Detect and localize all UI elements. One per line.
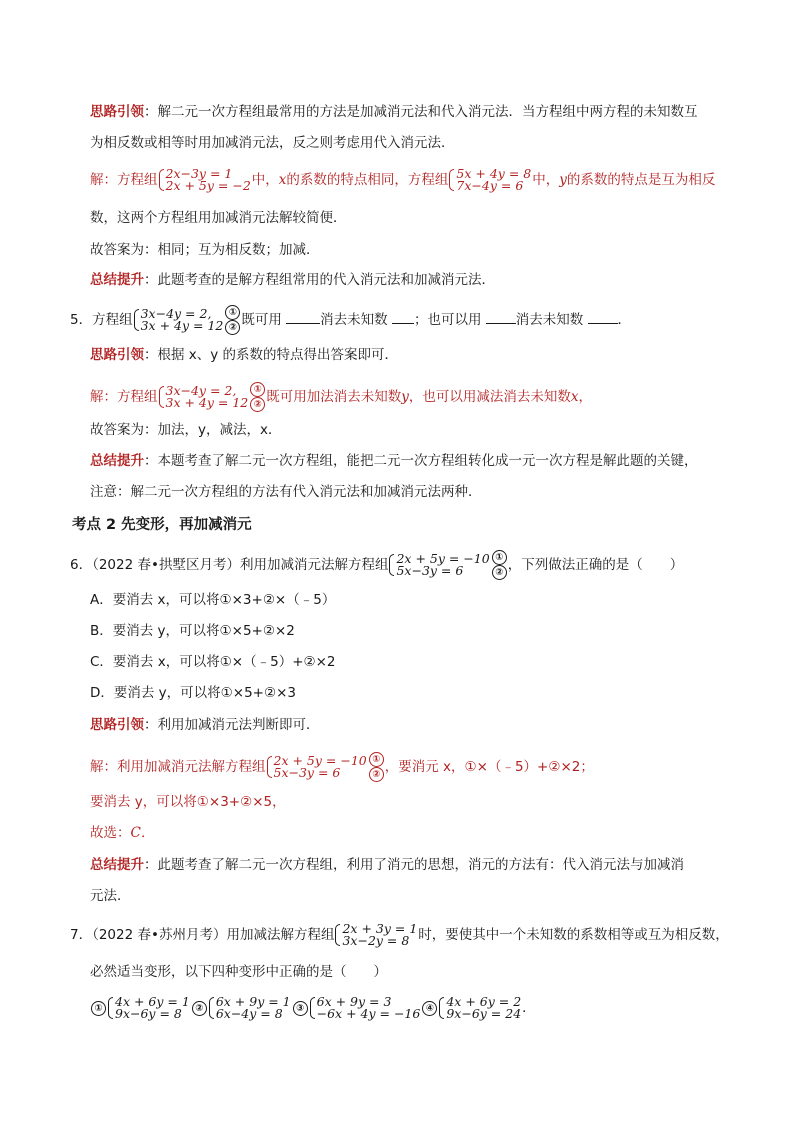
hint-label: 思路引领 [90,104,144,120]
choice-2-marker[interactable]: ② [192,1001,207,1016]
hint-text: ：利用加减消元法判断即可． [144,717,320,733]
equation-markers: ① ② [224,305,241,335]
solution-text: ：利用加减消元法解方程组 [103,759,266,775]
q5-summary-line1 [90,451,698,471]
summary-text: ：此题考查了解二元一次方程组，利用了消元的思想，消元的方法有：代入消元法与加减消 [144,857,684,873]
q5-answer [90,420,281,440]
equation-system: 2x + 5y = −10 5x−3y = 6 [267,755,367,779]
equation-markers: ① ② [491,550,508,580]
hint-text: ：根据 x、y 的系数的特点得出答案即可． [144,347,399,363]
q6-option-d[interactable]: D．要消去 y，可以将①×5+②×3 [90,685,296,701]
question-text: 用加减法解方程组 [226,927,335,943]
block4-answer [90,240,320,260]
punctuation: ． [617,312,632,328]
hint-label: 思路引领 [90,347,144,363]
equation-markers: ① ② [249,382,266,412]
punctuation: ． [522,1000,536,1016]
hint-label: 思路引领 [90,717,144,733]
solution-text: ，也可以用减法消去未知数 [408,389,571,405]
answer-text: 加法，y，减法，x． [157,422,282,438]
q6-hint [90,715,320,735]
equation-system: 2x + 5y = −10 5x−3y = 6 [389,553,489,577]
question-text: 时，要使其中一个未知数的系数相等或互为相反数， [418,927,729,943]
solution-text: 中， [251,172,279,188]
equation-system: 2x + 3y = 1 3x−2y = 8 [335,923,417,947]
q5-summary-line2 [90,482,482,502]
summary-text: ：本题考查了解二元一次方程组，能把二元一次方程组转化成一元一次方程是解此题的关键， [144,453,698,469]
choice-4-marker[interactable]: ④ [422,1001,437,1016]
choice-3-system: 6x + 9y = 3 −6x + 4y = −16 [310,996,421,1020]
equation-system: 3x−4y = 2, 3x + 4y = 12 [134,308,224,332]
equation-system: 2x−3y = 1 2x + 5y = −2 [159,168,251,192]
answer-label: 故答案为： [90,422,158,438]
q7-stem-line2: 必然适当变形，以下四种变形中正确的是（ ） [90,964,387,980]
solution-text: 数，这两个方程组用加减消元法解较简便． [90,210,347,226]
choice-4-system: 4x + 6y = 2 9x−6y = 24 [439,996,521,1020]
q6-summary-line1 [90,855,684,875]
question-number: 5． [70,312,93,328]
summary-text: ：此题考查的是解方程组常用的代入消元法和加减消元法． [144,272,495,288]
choice-label: 故选： [90,825,131,841]
choice-1-marker[interactable]: ① [91,1001,106,1016]
summary-label: 总结提升 [90,857,144,873]
answer-blank-4[interactable] [588,323,618,324]
choice-1-system: 4x + 6y = 1 9x−6y = 8 [108,996,190,1020]
q6-solution-line1 [90,752,594,782]
q6-summary-line2: 元法． [90,888,131,904]
q6-option-b[interactable]: B．要消去 y，可以将①×5+②×2 [90,623,295,639]
variable: y [401,389,409,405]
solution-text: 中， [532,172,560,188]
question-number: 7． [70,927,93,943]
question-text: ，下列做法正确的是（ ） [507,557,684,573]
q6-option-c[interactable]: C．要消去 x，可以将①×（﹣5）+②×2 [90,654,336,670]
equation-markers: ① ② [368,752,385,782]
variable: x [278,172,287,188]
q6-solution-line2: 要消去 y，可以将①×3+②×5， [90,794,286,810]
variable: x [570,389,579,405]
choice-2-system: 6x + 9y = 1 6x−4y = 8 [209,996,291,1020]
equation-system: 5x + 4y = 8 7x−4y = 6 [449,168,531,192]
answer-blank-1[interactable] [286,323,320,324]
answer-blank-3[interactable] [486,323,516,324]
summary-text: 注意：解二元一次方程组的方法有代入消元法和加减消元法两种． [90,484,482,500]
q6-choice [90,823,154,843]
solution-label: 解 [90,172,104,188]
summary-label: 总结提升 [90,272,144,288]
solution-text: ：方程组 [103,172,158,188]
q6-stem [70,550,683,580]
question-text: 消去未知数 [320,312,388,328]
question-source: （2022 春•拱墅区月考） [92,557,240,573]
choice-3-marker[interactable]: ③ [293,1001,308,1016]
summary-label: 总结提升 [90,453,144,469]
block4-solution-line2 [90,208,347,228]
q5-solution [90,382,592,412]
solution-text: 的系数的特点相同，方程组 [286,172,449,188]
q5-stem [70,305,631,335]
question-text: ；也可以用 [413,312,482,328]
solution-text: ：方程组 [103,389,158,405]
block4-hint-line1 [90,102,698,122]
q6-option-a[interactable]: A．要消去 x，可以将①×3+②×（﹣5） [90,592,336,608]
hint-text-cont: 为相反数或相等时用加减消元法，反之则考虑用代入消元法． [90,135,455,151]
q7-choices [90,996,536,1020]
equation-system: 3x−4y = 2, 3x + 4y = 12 [159,385,249,409]
solution-label: 解 [90,389,104,405]
question-text: 消去未知数 [515,312,584,328]
question-number: 6． [70,557,93,573]
solution-text: ，要消元 x，①×（﹣5）+②×2； [384,759,594,775]
solution-text: 的系数的特点是互为相反 [566,172,716,188]
choice-value: C． [130,825,155,841]
solution-text: 既可用加法消去未知数 [266,389,402,405]
hint-text: ：解二元一次方程组最常用的方法是加减消元法和代入消元法．当方程组中两方程的未知数互 [144,104,698,120]
block4-hint-line2 [90,133,455,153]
answer-blank-2[interactable] [392,323,414,324]
section-title: 考点 2 先变形，再加减消元 [72,517,252,533]
solution-label: 解 [90,759,104,775]
question-source: （2022 春•苏州月考） [92,927,227,943]
block4-summary [90,270,495,290]
answer-text: 相同；互为相反数；加减． [157,242,320,258]
answer-label: 故答案为： [90,242,158,258]
question-text: 方程组 [92,312,133,328]
q5-hint [90,345,398,365]
question-text: 既可用 [241,312,282,328]
q7-stem [70,923,729,947]
question-text: 利用加减消元法解方程组 [239,557,389,573]
variable: y [559,172,567,188]
block4-solution-line1 [90,168,715,192]
punctuation: ， [578,389,593,405]
